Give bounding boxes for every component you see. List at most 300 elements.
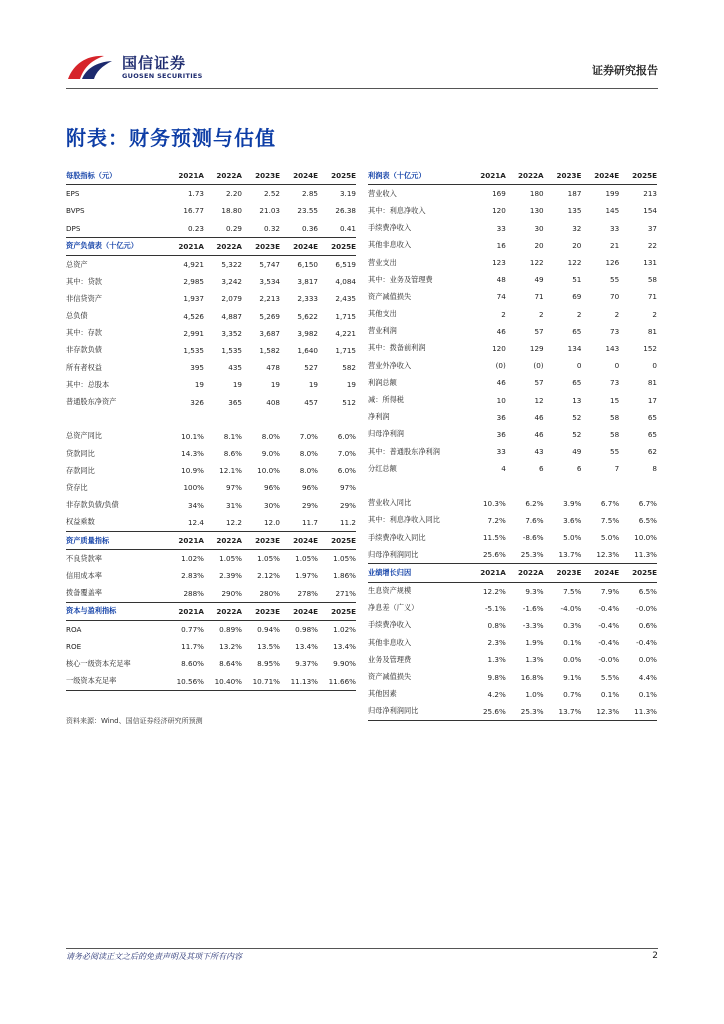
- cell-value: 5,269: [259, 311, 280, 321]
- cell-value: 20: [572, 240, 582, 250]
- cell-value: 4.2%: [487, 689, 506, 699]
- year-header: 2025E: [318, 237, 356, 255]
- cell-value: 0.6%: [638, 620, 657, 630]
- cell-value: 25.6%: [482, 550, 506, 560]
- cell-value: 58: [610, 412, 620, 422]
- cell-value: 8.0%: [299, 449, 318, 459]
- section-title: 每股指标（元）: [66, 167, 166, 185]
- table-row: [368, 460, 657, 477]
- table-row: [368, 443, 657, 460]
- cell-value: 100%: [183, 483, 204, 493]
- cell-value: 0.0%: [563, 655, 582, 665]
- cell-value: 2,435: [335, 294, 356, 304]
- year-header: 2025E: [619, 564, 657, 582]
- cell-value: 3.6%: [563, 515, 582, 525]
- cell-value: 19: [308, 380, 318, 390]
- cell-value: 0.41: [339, 223, 356, 233]
- cell-value: 17: [647, 395, 657, 405]
- row-label: 其中：贷款: [66, 276, 102, 286]
- cell-value: 19: [270, 380, 280, 390]
- year-header: 2021A: [468, 564, 506, 582]
- cell-value: 1.05%: [257, 554, 280, 564]
- cell-value: 21.03: [259, 206, 280, 216]
- table-row: [66, 273, 356, 290]
- cell-value: 0.89%: [219, 624, 242, 634]
- cell-value: 0.77%: [181, 624, 204, 634]
- cell-value: 1,535: [183, 345, 204, 355]
- cell-value: 8.0%: [299, 466, 318, 476]
- cell-value: 4,084: [335, 277, 356, 287]
- cell-value: 2.52: [263, 189, 280, 199]
- cell-value: 1.9%: [525, 638, 544, 648]
- row-label: 归母净利润同比: [368, 549, 419, 559]
- table-row: [66, 620, 356, 638]
- cell-value: 12.2%: [482, 586, 506, 596]
- row-label: 拨备覆盖率: [66, 588, 102, 598]
- row-label: 营业外净收入: [368, 360, 412, 370]
- cell-value: 11.7%: [181, 642, 204, 652]
- cell-value: 65: [572, 326, 582, 336]
- row-label: 其中：总股本: [66, 379, 110, 389]
- cell-value: 25.6%: [468, 703, 506, 721]
- cell-value: 10: [496, 395, 506, 405]
- row-label: BVPS: [66, 206, 85, 216]
- table-row: [368, 288, 657, 305]
- cell-value: 1,640: [297, 345, 318, 355]
- row-label: 资产减值损失: [368, 672, 412, 682]
- cell-value: 13.7%: [544, 703, 582, 721]
- row-label: 其他非息收入: [368, 637, 412, 647]
- cell-value: 1.97%: [295, 571, 318, 581]
- cell-value: 19: [232, 380, 242, 390]
- cell-value: 0.32: [263, 223, 280, 233]
- cell-value: [166, 411, 204, 428]
- cell-value: 1,715: [335, 345, 356, 355]
- cell-value: 2,213: [259, 294, 280, 304]
- row-label: 存款同比: [66, 465, 95, 475]
- cell-value: -5.1%: [484, 603, 506, 613]
- cell-value: 122: [567, 258, 582, 268]
- year-header: 2024E: [280, 167, 318, 185]
- table-row: [368, 617, 657, 634]
- row-label: 营业支出: [368, 257, 397, 267]
- cell-value: 29%: [302, 500, 318, 510]
- cell-value: 2,985: [183, 277, 204, 287]
- cell-value: 12.4: [187, 517, 204, 527]
- cell-value: 0.98%: [295, 624, 318, 634]
- cell-value: 52: [572, 429, 582, 439]
- table-row: [66, 359, 356, 376]
- cell-value: 65: [647, 412, 657, 422]
- cell-value: 1.73: [187, 189, 204, 199]
- cell-value: 10.0%: [257, 466, 280, 476]
- cell-value: 96%: [264, 483, 280, 493]
- table-row: [368, 185, 657, 203]
- page-header: [66, 50, 658, 88]
- row-label: 贷款同比: [66, 448, 95, 458]
- cell-value: 13: [572, 395, 582, 405]
- row-label: 贷存比: [66, 482, 88, 492]
- cell-value: 6.2%: [525, 498, 544, 508]
- table-row: [66, 185, 356, 203]
- cell-value: 70: [610, 292, 620, 302]
- cell-value: 96%: [302, 483, 318, 493]
- year-header: 2024E: [581, 167, 619, 185]
- cell-value: 2.83%: [181, 571, 204, 581]
- data-source-note: 资料来源：Wind、国信证券经济研究所预测: [66, 717, 203, 725]
- row-label: 手续费净收入: [368, 620, 412, 630]
- row-label: ROA: [66, 624, 82, 634]
- year-header: 2024E: [280, 237, 318, 255]
- cell-value: 48: [496, 275, 506, 285]
- cell-value: 478: [266, 363, 280, 373]
- cell-value: 154: [643, 206, 657, 216]
- cell-value: 7.5%: [563, 586, 582, 596]
- row-label: 不良贷款率: [66, 553, 102, 563]
- cell-value: 13.7%: [558, 550, 582, 560]
- cell-value: 9.0%: [261, 449, 280, 459]
- cell-value: 11.13%: [280, 672, 318, 690]
- cell-value: -0.4%: [598, 603, 620, 613]
- cell-value: [506, 477, 544, 494]
- row-label: 生息资产规模: [368, 586, 412, 596]
- cell-value: 6.5%: [638, 515, 657, 525]
- table-row: [66, 585, 356, 603]
- cell-value: 9.37%: [295, 659, 318, 669]
- year-header: 2024E: [581, 564, 619, 582]
- cell-value: 33: [610, 223, 620, 233]
- table-row: [66, 445, 356, 462]
- cell-value: 97%: [340, 483, 356, 493]
- footer-divider: [66, 948, 658, 949]
- table-row: [368, 668, 657, 685]
- cell-value: 7: [614, 464, 620, 474]
- cell-value: 14.3%: [181, 449, 204, 459]
- cell-value: 582: [342, 363, 356, 373]
- table-row: [368, 323, 657, 340]
- cell-value: 6: [576, 464, 582, 474]
- cell-value: 1.05%: [333, 554, 356, 564]
- cell-value: 16.77: [183, 206, 204, 216]
- year-header: 2021A: [166, 531, 204, 549]
- cell-value: 36: [496, 412, 506, 422]
- year-header: 2025E: [318, 167, 356, 185]
- section-title: 资产负债表（十亿元）: [66, 237, 166, 255]
- cell-value: [280, 411, 318, 428]
- cell-value: 2.3%: [487, 638, 506, 648]
- table-row: [368, 686, 657, 703]
- cell-value: -0.0%: [636, 603, 657, 613]
- cell-value: 30: [534, 223, 544, 233]
- cell-value: 1.0%: [525, 689, 544, 699]
- cell-value: 57: [534, 326, 544, 336]
- cell-value: 0.1%: [600, 689, 620, 699]
- table-row: [368, 340, 657, 357]
- cell-value: -0.4%: [598, 620, 620, 630]
- cell-value: 129: [529, 343, 544, 353]
- cell-value: 512: [342, 397, 356, 407]
- row-label: 其中：利息净收入同比: [368, 515, 440, 525]
- cell-value: 2.12%: [257, 571, 280, 581]
- cell-value: 123: [492, 258, 506, 268]
- row-label: 净息差（广义）: [368, 603, 419, 613]
- cell-value: 10.71%: [242, 672, 280, 690]
- logo-mark-icon: [66, 53, 116, 83]
- cell-value: [544, 477, 582, 494]
- cell-value: 1.02%: [333, 624, 356, 634]
- table-row: [368, 391, 657, 408]
- row-label: 手续费净收入同比: [368, 532, 426, 542]
- table-row: [368, 529, 657, 546]
- cell-value: 10.56%: [166, 672, 204, 690]
- row-label: 总负债: [66, 311, 88, 321]
- table-header-row: [66, 531, 356, 549]
- table-row: [368, 409, 657, 426]
- table-row: [66, 376, 356, 393]
- cell-value: 10.9%: [181, 466, 204, 476]
- cell-value: 29%: [340, 500, 356, 510]
- cell-value: -4.0%: [560, 603, 582, 613]
- table-row: [368, 357, 657, 374]
- table-row: [66, 428, 356, 445]
- cell-value: 3,352: [221, 328, 242, 338]
- table-row: [368, 651, 657, 668]
- row-label: 营业收入: [368, 188, 397, 198]
- table-row: [66, 342, 356, 359]
- row-label: 其中：普通股东净利润: [368, 446, 440, 456]
- cell-value: 58: [647, 275, 657, 285]
- cell-value: 5,322: [221, 260, 242, 270]
- cell-value: [619, 477, 657, 494]
- cell-value: 3,817: [297, 277, 318, 287]
- table-header-row: [66, 167, 356, 185]
- cell-value: 0.1%: [563, 638, 582, 648]
- table-row: [368, 495, 657, 512]
- cell-value: 16: [496, 240, 506, 250]
- cell-value: 2.85: [301, 189, 318, 199]
- table-header-row: [368, 564, 657, 582]
- cell-value: 4,921: [183, 260, 204, 270]
- cell-value: 408: [266, 397, 280, 407]
- cell-value: 15: [610, 395, 620, 405]
- table-row: [66, 479, 356, 496]
- row-label: EPS: [66, 189, 80, 199]
- cell-value: 4: [501, 464, 506, 474]
- table-header-row: [66, 237, 356, 255]
- cell-value: 13.4%: [333, 642, 356, 652]
- table-row: [66, 220, 356, 238]
- row-label: 分红总额: [368, 463, 397, 473]
- table-row: [66, 672, 356, 690]
- table-row: [368, 582, 657, 600]
- cell-value: 1,582: [259, 345, 280, 355]
- cell-value: 73: [610, 326, 620, 336]
- cell-value: 0.0%: [638, 655, 657, 665]
- cell-value: 4,526: [183, 311, 204, 321]
- cell-value: 8.1%: [223, 431, 242, 441]
- row-label: 资产减值损失: [368, 291, 412, 301]
- row-label: 总资产同比: [66, 431, 102, 441]
- cell-value: 34%: [188, 500, 204, 510]
- table-row: [66, 655, 356, 672]
- row-label: 减：所得税: [368, 395, 404, 405]
- cell-value: 11.3%: [634, 550, 657, 560]
- cell-value: 49: [572, 447, 582, 457]
- cell-value: 5,622: [297, 311, 318, 321]
- year-header: 2023E: [242, 531, 280, 549]
- row-label: 所有者权益: [66, 362, 102, 372]
- cell-value: 33: [496, 447, 506, 457]
- cell-value: 8.0%: [261, 431, 280, 441]
- row-label: [66, 411, 166, 428]
- cell-value: 0.7%: [563, 689, 582, 699]
- row-label: 其中：利息净收入: [368, 205, 426, 215]
- cell-value: 187: [567, 189, 582, 199]
- cell-value: 326: [190, 397, 204, 407]
- cell-value: 395: [190, 363, 204, 373]
- cell-value: 16.8%: [520, 672, 544, 682]
- table-row: [368, 271, 657, 288]
- cell-value: 0.29: [225, 223, 242, 233]
- cell-value: 365: [228, 397, 242, 407]
- cell-value: 1.02%: [181, 554, 204, 564]
- cell-value: 0.36: [301, 223, 318, 233]
- row-label: 核心一级资本充足率: [66, 658, 131, 668]
- table-row: [66, 411, 356, 428]
- table-row: [368, 546, 657, 564]
- cell-value: 1,535: [221, 345, 242, 355]
- cell-value: 13.2%: [219, 642, 242, 652]
- cell-value: 457: [304, 397, 318, 407]
- cell-value: 3.9%: [563, 498, 582, 508]
- row-label: [368, 477, 468, 494]
- year-header: 2022A: [506, 167, 544, 185]
- cell-value: 1.05%: [219, 554, 242, 564]
- cell-value: 21: [610, 240, 620, 250]
- cell-value: 7.0%: [337, 449, 356, 459]
- row-label: 营业收入同比: [368, 498, 412, 508]
- cell-value: 69: [572, 292, 582, 302]
- cell-value: -0.4%: [598, 638, 620, 648]
- cell-value: 4.4%: [638, 672, 657, 682]
- section-title: 资本与盈利指标: [66, 602, 166, 620]
- right-column: [368, 167, 657, 721]
- cell-value: 120: [492, 206, 506, 216]
- cell-value: 280%: [259, 588, 280, 598]
- cell-value: 288%: [183, 588, 204, 598]
- cell-value: 3,242: [221, 277, 242, 287]
- cell-value: 8.60%: [181, 659, 204, 669]
- table-row: [368, 703, 657, 721]
- cell-value: 71: [534, 292, 544, 302]
- right-financial-table: [368, 167, 657, 721]
- cell-value: (0): [495, 361, 506, 371]
- page-number: 2: [652, 951, 658, 961]
- cell-value: 11.5%: [482, 533, 506, 543]
- cell-value: 22: [647, 240, 657, 250]
- header-divider: [66, 88, 658, 89]
- cell-value: 58: [610, 429, 620, 439]
- cell-value: 31%: [226, 500, 242, 510]
- cell-value: [468, 477, 506, 494]
- year-header: 2022A: [506, 564, 544, 582]
- cell-value: 62: [647, 447, 657, 457]
- table-row: [368, 512, 657, 529]
- table-row: [368, 306, 657, 323]
- cell-value: 11.66%: [318, 672, 356, 690]
- table-row: [368, 254, 657, 271]
- year-header: 2022A: [204, 237, 242, 255]
- cell-value: 278%: [297, 588, 318, 598]
- cell-value: 20: [534, 240, 544, 250]
- cell-value: 46: [496, 378, 506, 388]
- cell-value: 51: [572, 275, 582, 285]
- cell-value: 145: [605, 206, 620, 216]
- table-row: [66, 308, 356, 325]
- cell-value: 527: [304, 363, 318, 373]
- cell-value: 36: [496, 429, 506, 439]
- cell-value: 0: [614, 361, 620, 371]
- year-header: 2024E: [280, 531, 318, 549]
- table-header-row: [368, 167, 657, 185]
- cell-value: 2: [576, 309, 582, 319]
- report-type-label: 证券研究报告: [592, 64, 658, 77]
- cell-value: 3,982: [297, 328, 318, 338]
- cell-value: 9.1%: [563, 672, 582, 682]
- cell-value: 23.55: [297, 206, 318, 216]
- logo-text-cn: 国信证券: [122, 54, 187, 72]
- cell-value: 12.1%: [219, 466, 242, 476]
- cell-value: [581, 477, 619, 494]
- cell-value: 49: [534, 275, 544, 285]
- cell-value: 11.3%: [619, 703, 657, 721]
- cell-value: 81: [647, 378, 657, 388]
- year-header: 2023E: [544, 167, 582, 185]
- cell-value: 25.3%: [520, 550, 544, 560]
- cell-value: 57: [534, 378, 544, 388]
- year-header: 2023E: [242, 602, 280, 620]
- year-header: 2022A: [204, 167, 242, 185]
- cell-value: 37: [647, 223, 657, 233]
- section-title: 业绩增长归因: [368, 564, 468, 582]
- cell-value: 74: [496, 292, 506, 302]
- year-header: 2024E: [280, 602, 318, 620]
- cell-value: 2: [652, 309, 657, 319]
- guosen-logo: [66, 50, 216, 86]
- year-header: 2025E: [619, 167, 657, 185]
- cell-value: 7.2%: [487, 515, 506, 525]
- row-label: 非存款负债/负债: [66, 500, 119, 510]
- cell-value: 5.5%: [600, 672, 620, 682]
- cell-value: -8.6%: [522, 533, 544, 543]
- table-row: [66, 462, 356, 479]
- year-header: 2021A: [468, 167, 506, 185]
- cell-value: 134: [567, 343, 582, 353]
- row-label: 其中：存款: [66, 328, 102, 338]
- cell-value: 1.86%: [333, 571, 356, 581]
- year-header: 2025E: [318, 602, 356, 620]
- row-label: 利润总额: [368, 377, 397, 387]
- cell-value: 120: [492, 343, 506, 353]
- cell-value: 2: [614, 309, 620, 319]
- cell-value: 6,519: [335, 260, 356, 270]
- cell-value: 2: [539, 309, 544, 319]
- cell-value: 135: [567, 206, 582, 216]
- cell-value: 12.3%: [581, 703, 619, 721]
- cell-value: 0.1%: [638, 689, 657, 699]
- row-label: 营业利润: [368, 326, 397, 336]
- cell-value: (0): [533, 361, 544, 371]
